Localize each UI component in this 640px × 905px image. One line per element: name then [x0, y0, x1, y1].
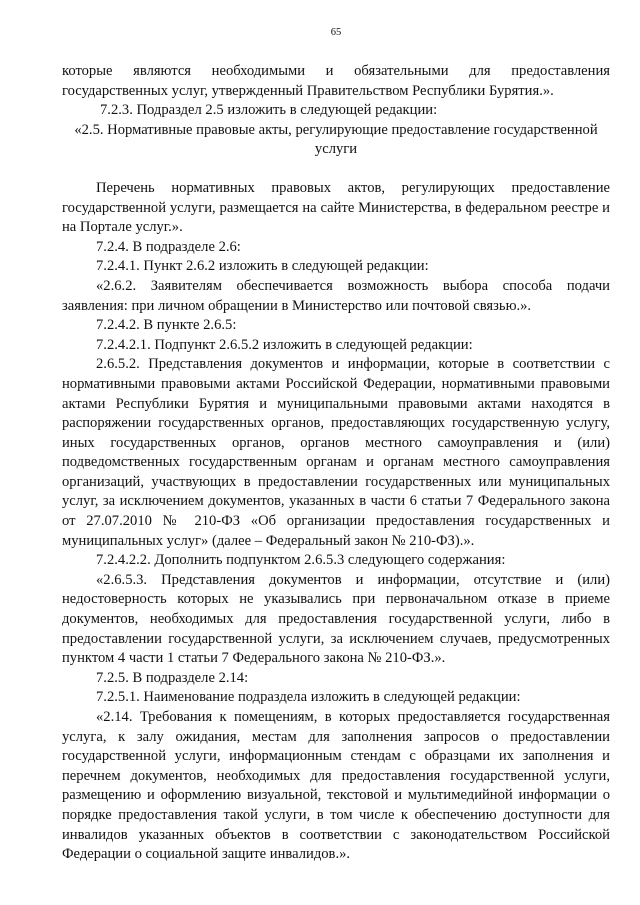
paragraph-continuation: которые являются необходимыми и обязательными для предоставления государственных услуг, утвержденный Правительством Республики Бурятия.».	[62, 63, 610, 99]
paragraph-2-14: «2.14. Требования к помещениям, в которых предоставляется государственная услуга, к залу ожидания, местам для заполнения запросов о предоставлении государственной услуги, информационным стендам с образцами их заполнения и перечнем документов, необходимых для предоставления государственной услуги, размещению и оформлению визуальной, текстовой и мультимедийной информации о порядке предоставления такой услуги, в том числе к обеспечению доступности для инвалидов указанных объектов в соответствии с законодательством Российской Федерации о социальной защите инвалидов.».	[62, 709, 610, 863]
paragraph-7-2-3: 7.2.3. Подраздел 2.5 изложить в следующей редакции:	[100, 102, 438, 119]
section-heading-2-5: «2.5. Нормативные правовые акты, регулирующие предоставление государственной услуги	[74, 121, 598, 158]
paragraph-2-6-5-2: 2.6.5.2. Представления документов и информации, которые в соответствии с нормативными правовыми актами Российской Федерации, нормативными правовыми актами Республики Бурятия и муниципальными правовыми актами находятся в распоряжении государственных органов, предоставляющих государственную услугу, иных государственных органов, органов местного самоуправления и (или) подведомственных государственным органам и органам местного самоуправления организаций, участвующих в предоставлении государственных или муниципальных услуг, за исключением документов, указанных в части 6 статьи 7 Федерального закона от 27.07.2010 № 210-ФЗ «Об организации предоставления государственных и муниципальных услуг» (далее – Федеральный закон № 210-ФЗ).».	[62, 356, 610, 549]
paragraph-7-2-4-1: 7.2.4.1. Пункт 2.6.2 изложить в следующей редакции:	[96, 258, 429, 275]
blank-line	[62, 160, 610, 179]
page-number: 65	[330, 27, 342, 38]
paragraph-7-2-4-2-1: 7.2.4.2.1. Подпункт 2.6.5.2 изложить в следующей редакции:	[96, 336, 473, 353]
paragraph-7-2-5-1: 7.2.5.1. Наименование подраздела изложить в следующей редакции:	[96, 689, 521, 706]
paragraph-2-6-5-3: «2.6.5.3. Представления документов и информации, отсутствие и (или) недостоверность которых не указывались при первоначальном отказе в приеме документов, необходимых для предоставления государственной услуги, либо в предоставлении государственной услуги, за исключением случаев, предусмотренных пунктом 4 части 1 статьи 7 Федерального закона № 210-ФЗ.».	[62, 571, 610, 667]
paragraph-7-2-4: 7.2.4. В подразделе 2.6:	[96, 238, 241, 255]
paragraph-2-6-2: «2.6.2. Заявителям обеспечивается возможность выбора способа подачи заявления: при личном обращении в Министерство или почтовой связью.».	[62, 277, 610, 314]
paragraph-7-2-5: 7.2.5. В подразделе 2.14:	[96, 669, 249, 686]
document-page	[62, 26, 610, 865]
paragraph-7-2-4-2-2: 7.2.4.2.2. Дополнить подпунктом 2.6.5.3 следующего содержания:	[96, 552, 506, 569]
paragraph-list-of-acts: Перечень нормативных правовых актов, регулирующих предоставление государственной услуги, размещается на сайте Министерства, в федеральном реестре и на Портале услуг.».	[62, 179, 610, 236]
paragraph-7-2-4-2: 7.2.4.2. В пункте 2.6.5:	[96, 317, 237, 334]
